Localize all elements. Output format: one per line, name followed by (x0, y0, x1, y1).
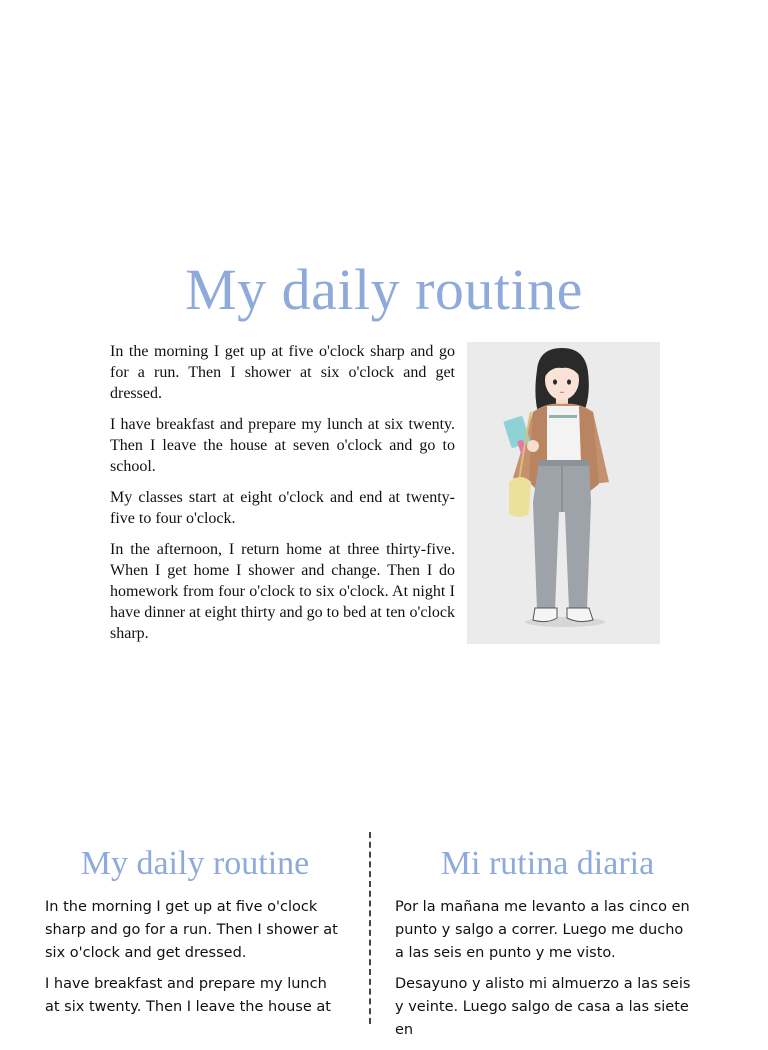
paragraph-breakfast: I have breakfast and prepare my lunch at six twenty. Then I leave the house at seven o'clock and go to school. (110, 416, 455, 475)
english-paragraph-1: In the morning I get up at five o'clock sharp and go for a run. Then I shower at six o'clock and get dressed. (45, 899, 338, 961)
paragraph-afternoon: In the afternoon, I return home at three thirty-five. When I get home I shower and change. Then I do homework from four o'clock to six o'clock. At night I have dinner at eight thirty and go to bed at ten o'clock sharp. (110, 541, 455, 642)
main-text-block (110, 341, 455, 654)
paragraph-morning: In the morning I get up at five o'clock sharp and go for a run. Then I shower at six o'clock and get dressed. (110, 343, 455, 402)
english-column (45, 842, 345, 1027)
spanish-paragraph-2: Desayuno y alisto mi almuerzo a las seis y veinte. Luego salgo de casa a las siete en (395, 976, 691, 1038)
spanish-paragraph-1: Por la mañana me levanto a las cinco en punto y salgo a correr. Luego me ducho a las seis en punto y me visto. (395, 899, 690, 961)
girl-illustration (467, 342, 660, 644)
english-text (45, 896, 345, 1019)
spanish-text (395, 896, 695, 1042)
spanish-column (395, 842, 695, 1050)
page-title: My daily routine (185, 257, 583, 322)
english-title: My daily routine (80, 845, 310, 882)
english-paragraph-2: I have breakfast and prepare my lunch at six twenty. Then I leave the house at (45, 976, 331, 1015)
paragraph-classes: My classes start at eight o'clock and end at twenty-five to four o'clock. (110, 489, 455, 527)
girl-illustration-art (467, 342, 660, 644)
spanish-title: Mi rutina diaria (440, 845, 655, 882)
column-divider (369, 832, 371, 1024)
